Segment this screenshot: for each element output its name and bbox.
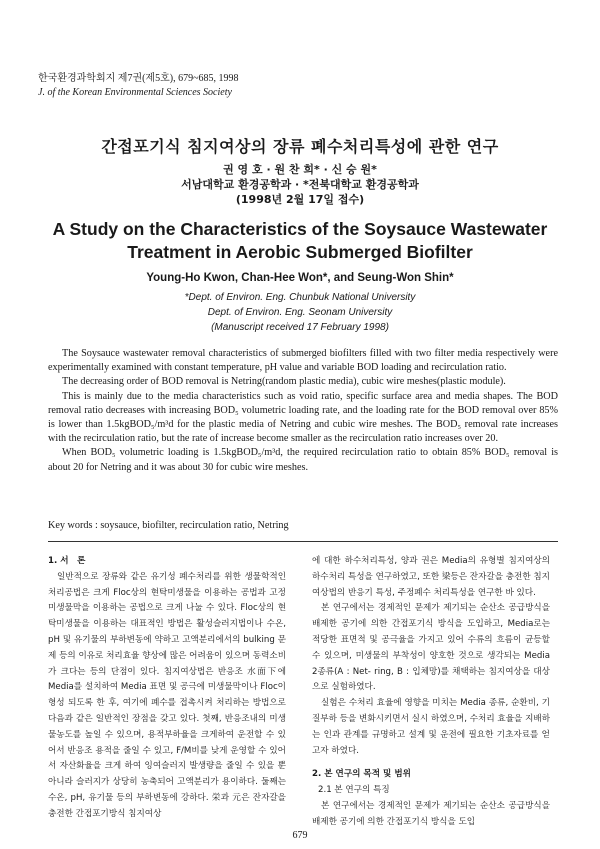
body-paragraph: 에 대한 하수처리특성, 양과 권은 Media의 유형별 침지여상의 하수처리 특성을 연구하였고, 또한 梁등은 잔자갈을 충전한 침지여상법의 반응기 특성, 주정폐수 처리특성을 연구한 바 있다. — [312, 556, 550, 598]
body-paragraph: 일반적으로 장류와 같은 유기성 폐수처리를 위한 생물학적인 처리공법은 크게 Floc상의 현탁미생물을 이용하는 공법과 고정 미생물막을 이용하는 공법으로 크게 나눌 수 있다. Floc상의 현탁미생물을 이용하는 대표적인 방법은 활성슬러지법이나 수온, pH 및 유기물의 부하변동에 약하고 고액분리에서의 bulking 문제 등의 이유로 처리효율 향상에 많은 어려움이 있으며 동력소비가 크다는 등의 단점이 있다. 침지여상법은 반응조 水面下에 Media를 설치하여 Media 표면 및 공극에 미생물막이나 Floc이 형성 되도록 한 후, 여기에 폐수를 접촉시켜 처리하는 방법으로 다음과 같은 일반적인 장점을 갖고 있다. 첫째, 반응조내의 미생물농도를 높일 수 있으며, 용적부하율을 크게하여 운전할 수 있어서 반응조 용적을 줄일 수 있고, F/M비를 낮게 운영할 수 있어서 자산화율을 크게 하여 잉여슬러지 발생량을 줄일 수 있을 뿐 아니라 슬러지가 상당히 농축되어 고액분리가 용이하다. 둘째는 수온, pH, 유기물 등의 부하변동에 강하다. 栄과 元은 잔자갈을 충전한 간접포기방식 침지여상 — [48, 571, 286, 819]
author-names-korean: 권 영 호 · 원 찬 희* · 신 승 원* — [223, 163, 377, 176]
body-paragraph: 실험은 수처리 효율에 영향을 미치는 Media 종류, 순환비, 기질부하 등을 변화시키면서 실시 하였으며, 수처리 효율을 지배하는 인과 관계를 규명하고 설계 및 운전에 필요한 기초자료를 얻고자 하였다. — [312, 698, 550, 756]
abstract-paragraph: This is mainly due to the media characteristics such as void ratio, specific surface area and media shapes. The BOD removal ratio decreases with increasing BOD₅ volumetric loading rate, and the loading rate for the BOD removal over 85% is lower than 1.5kgBOD₅/m³d for the plastic media of Netring and cubic wire meshes. The BOD₅ removal rate increases with the recirculation ratio, but the rate of increase become smaller as the recirculation ratio increases over 20. — [48, 390, 558, 445]
body-paragraph: 본 연구에서는 경제적인 문제가 제기되는 순산소 공급방식을 배제한 공기에 의한 간접포기식 방식을 도입 — [312, 800, 550, 827]
manuscript-received: (Manuscript received 17 February 1998) — [211, 322, 389, 333]
affiliation-seonam: Dept. of Environ. Eng. Seonam University — [207, 307, 393, 318]
section-heading-introduction: 1. 서 론 — [48, 556, 86, 566]
journal-header — [38, 72, 239, 100]
affiliations-english — [0, 290, 600, 335]
body-paragraph: 본 연구에서는 경제적인 문제가 제기되는 순산소 공급방식을 배제한 공기에 의한 간접포기식 방식을 도입하고, Media로는 적당한 표면적 및 공극율을 가지고 있어 수류의 흐름이 균등할 수 있으며, 미생물의 부착성이 양호한 것으로 생각되는 Media 2종류(A : Net- ring, B : 입체망)를 채택하는 침지여상을 대상으로 실험하였다. — [312, 603, 550, 693]
abstract — [48, 347, 558, 475]
journal-citation: 한국환경과학회지 제7권(제5호), 679~685, 1998 — [38, 73, 239, 84]
abstract-paragraph: The Soysauce wastewater removal characteristics of submerged biofilters filled with two filter media respectively were experimentally examined with constant temperature, pH value and variable BOD loading and recirculation ratio. — [48, 348, 558, 374]
abstract-paragraph: When BOD₅ volumetric loading is 1.5kgBOD₅/m³d, the required recirculation ratio to obtain 85% BOD₅ removal is about 20 for Netring and it was about 30 for cubic wire meshes. — [48, 447, 558, 473]
subsection-heading-features: 2.1 본 연구의 특징 — [318, 785, 390, 796]
received-date-korean: (1998년 2월 17일 접수) — [235, 193, 365, 206]
body-column-right — [312, 554, 550, 831]
author-names-english: Young-Ho Kwon, Chan-Hee Won*, and Seung-Won Shin* — [146, 272, 454, 284]
title-korean: 간접포기식 침지여상의 장류 폐수처리특성에 관한 연구 — [101, 137, 499, 156]
affiliation-chunbuk: *Dept. of Environ. Eng. Chunbuk National University — [184, 292, 416, 303]
title-english — [0, 218, 600, 264]
affiliation-korean: 서남대학교 환경공학과 · *전북대학교 환경공학과 — [181, 178, 419, 191]
abstract-paragraph: The decreasing order of BOD removal is Netring(random plastic media), cubic wire meshes(plastic module). — [62, 376, 506, 388]
journal-name-en: J. of the Korean Environmental Sciences Society — [38, 87, 232, 98]
section-divider — [48, 541, 558, 542]
title-english-line2: Treatment in Aerobic Submerged Biofilter — [127, 242, 473, 262]
page-number: 679 — [292, 830, 308, 841]
section-heading-purpose: 2. 본 연구의 목적 및 범위 — [312, 769, 411, 780]
body-column-left — [48, 554, 286, 823]
title-english-line1: A Study on the Characteristics of the Soysauce Wastewater — [52, 219, 548, 239]
keywords: Key words : soysauce, biofilter, recirculation ratio, Netring — [48, 520, 289, 531]
authors-korean-block — [0, 162, 600, 207]
